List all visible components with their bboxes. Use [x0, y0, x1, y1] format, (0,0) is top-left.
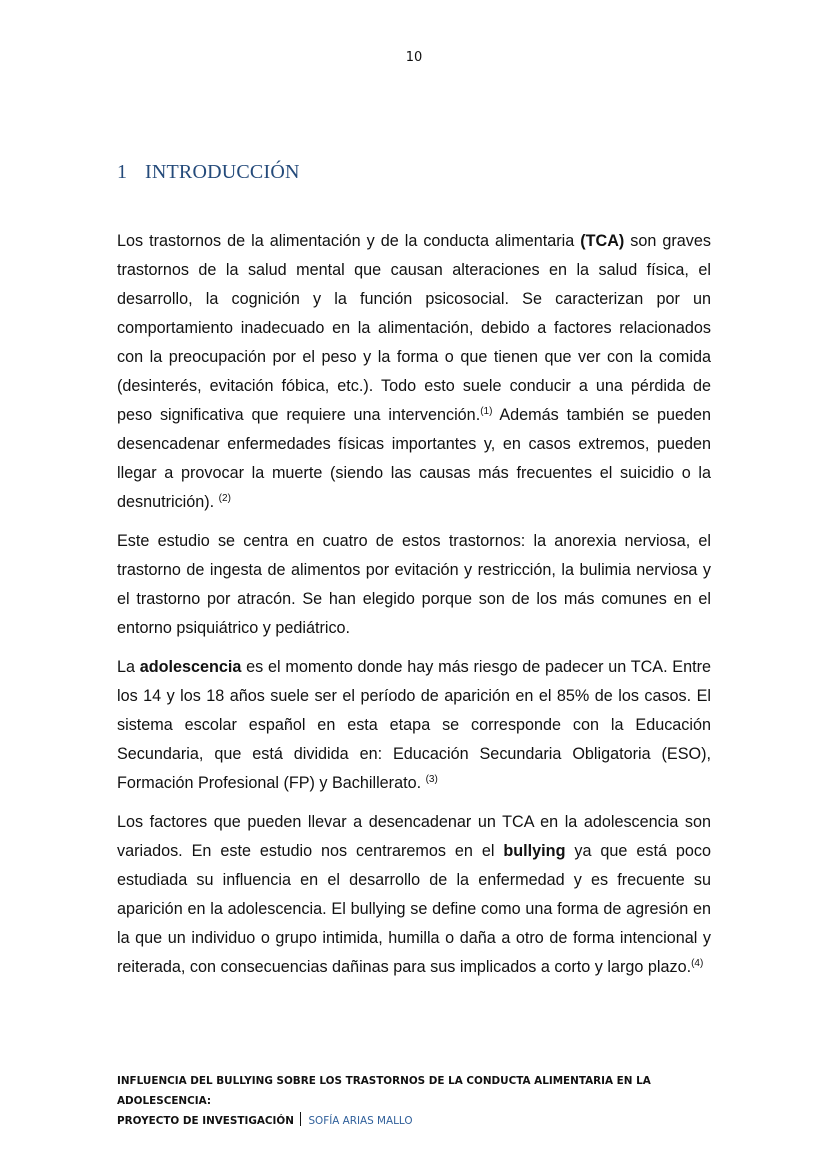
footer-divider	[300, 1112, 302, 1126]
footer-title-line: INFLUENCIA DEL BULLYING SOBRE LOS TRASTORNOS DE LA CONDUCTA ALIMENTARIA EN LA ADOLESCENCIA:	[117, 1075, 651, 1107]
p3-text-a: La	[117, 658, 140, 676]
section-number: 1	[117, 161, 128, 183]
p1-text-b: son graves trastornos de la salud mental que causan alteraciones en la salud física, el desarrollo, la cognición y la función psicosocial. Se caracterizan por un comportamiento inadecuado en la alimentación, debido a factores relacionados con la preocupación por el peso y la forma o que tienen que ver con la comida (desinterés, evitación fóbica, etc.). Todo esto suele conducir a una pérdida de peso significativa que requiere una intervención.	[117, 232, 712, 424]
p1-text-c: Además también se pueden desencadenar enfermedades físicas importantes y, en casos extremos, pueden llegar a provocar la muerte (siendo las causas más frecuentes el suicidio o la desnutrición).	[117, 406, 711, 511]
adolescencia-term: adolescencia	[139, 658, 242, 676]
section-title: INTRODUCCIÓN	[145, 161, 300, 183]
paragraph-3	[117, 653, 711, 798]
p1-text-a: Los trastornos de la alimentación y de la conducta alimentaria	[117, 232, 581, 250]
citation-4: (4)	[691, 958, 704, 969]
tca-term: (TCA)	[580, 232, 625, 250]
p3-text-b: es el momento donde hay más riesgo de padecer un TCA. Entre los 14 y los 18 años suele ser el período de aparición en el 85% de los casos. El sistema escolar español en esta etapa se corresponde con la Educación Secundaria, que está dividida en: Educación Secundaria Obligatoria (ESO), Formación Profesional (FP) y Bachillerato.	[117, 658, 711, 792]
paragraph-4	[117, 808, 711, 982]
page-footer	[117, 1071, 737, 1131]
footer-project-label: PROYECTO DE INVESTIGACIÓN	[117, 1115, 294, 1127]
body-text	[117, 227, 711, 992]
paragraph-2: Este estudio se centra en cuatro de estos trastornos: la anorexia nerviosa, el trastorno de ingesta de alimentos por evitación y restricción, la bulimia nerviosa y el trastorno por atracón. Se han elegido porque son de los más comunes en el entorno psiquiátrico y pediátrico.	[117, 532, 711, 637]
page-number: 10	[405, 50, 423, 65]
paragraph-1	[117, 227, 711, 517]
section-heading	[117, 161, 300, 184]
p4-text-b: ya que está poco estudiada su influencia en el desarrollo de la enfermedad y es frecuente su aparición en la adolescencia. El bullying se define como una forma de agresión en la que un individuo o grupo intimida, humilla o daña a otro de forma intencional y reiterada, con consecuencias dañinas para sus implicados a corto y largo plazo.	[117, 842, 711, 976]
footer-subtitle-line	[117, 1111, 737, 1131]
footer-author: SOFÍA ARIAS MALLO	[308, 1115, 413, 1127]
citation-3: (3)	[425, 774, 438, 785]
bullying-term: bullying	[503, 842, 566, 860]
citation-1: (1)	[480, 406, 493, 417]
p4-text-a: Los factores que pueden llevar a desencadenar un TCA en la adolescencia son variados. En este estudio nos centraremos en el	[117, 813, 711, 860]
citation-2: (2)	[218, 493, 231, 504]
